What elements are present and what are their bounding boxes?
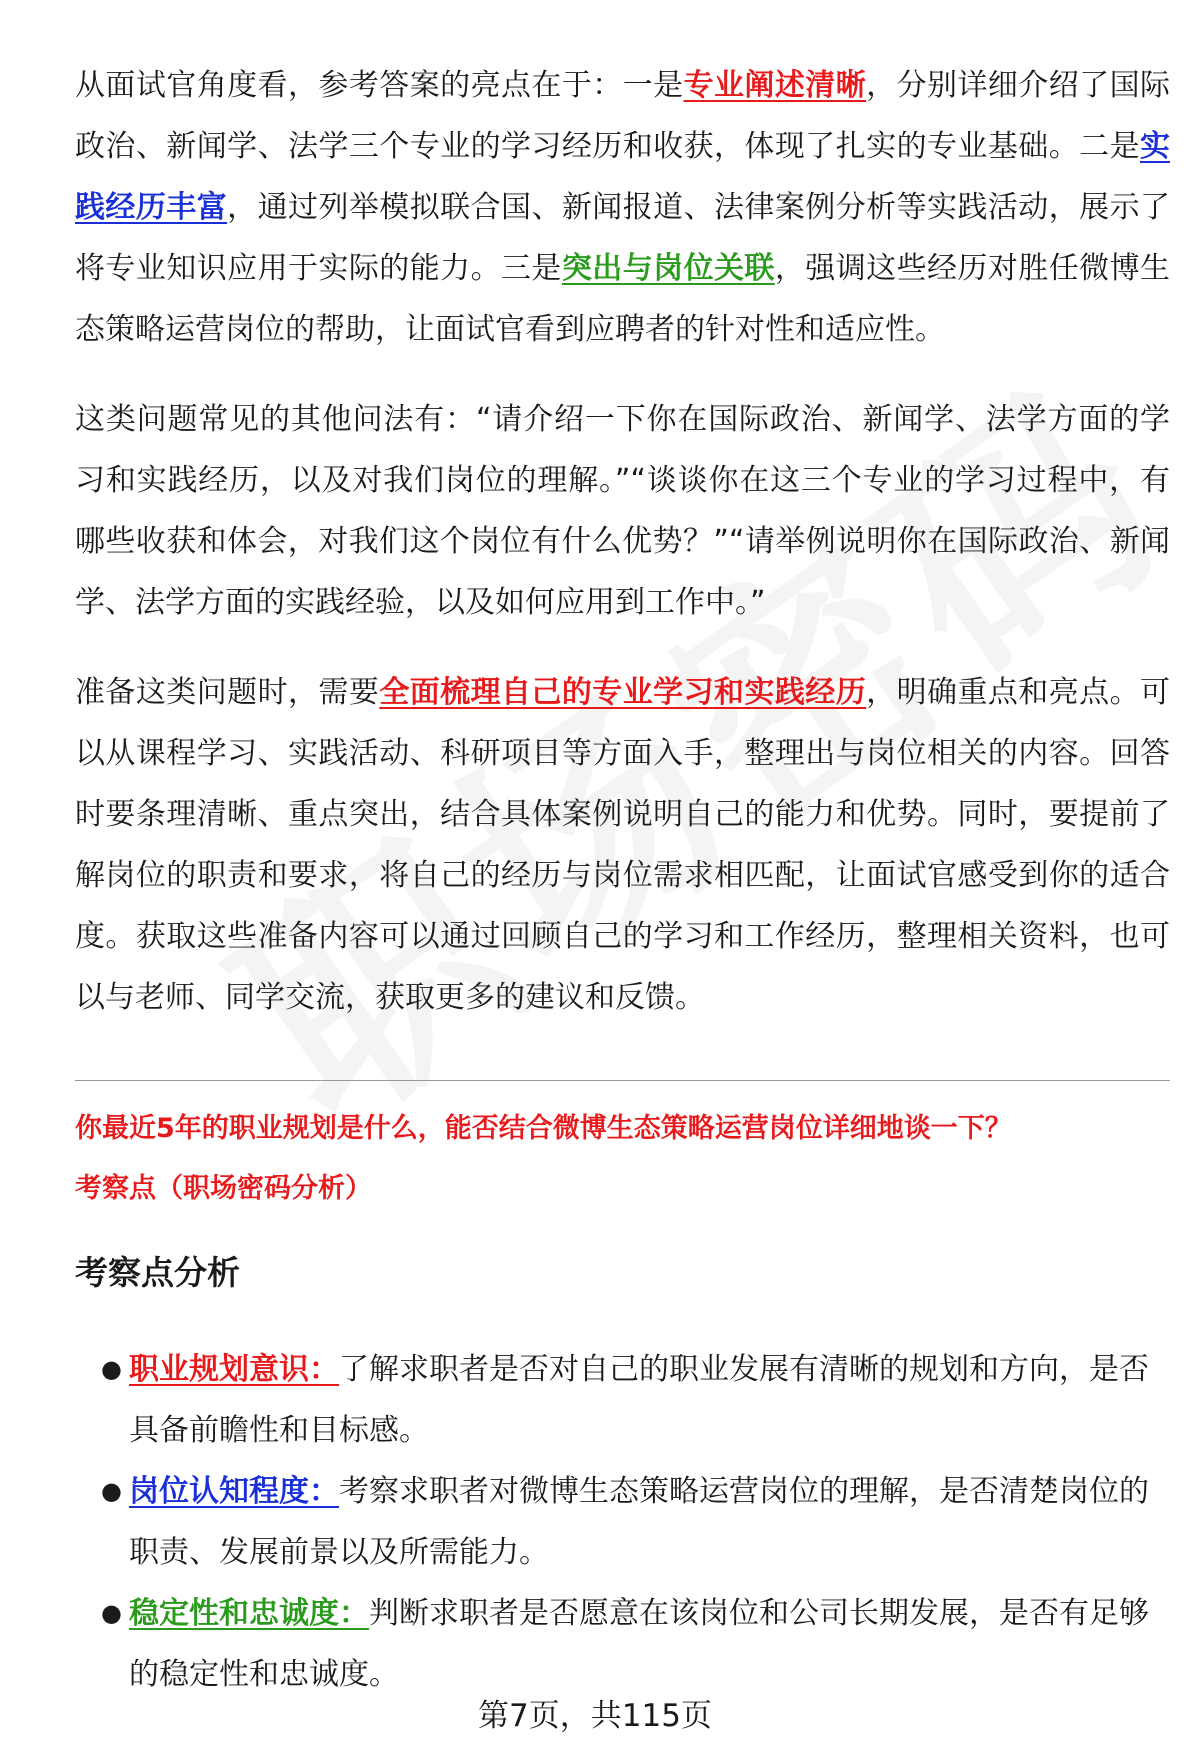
- paragraph-text: 准备这类问题时，需要: [75, 675, 380, 710]
- paragraph-highlights: [75, 55, 1170, 360]
- point-text: 考察求职者对微博生态策略运营岗位的理解，是否清楚岗位的职责、发展前景以及所需能力。: [129, 1474, 1149, 1570]
- highlight-professional-clarity: 专业阐述清晰: [683, 68, 867, 103]
- bullet-icon: ●: [101, 1477, 122, 1505]
- point-label: 岗位认知程度：: [129, 1474, 339, 1509]
- list-item: [101, 1339, 1170, 1461]
- paragraph-text: 从面试官角度看，参考答案的亮点在于：一是: [75, 68, 684, 103]
- point-label: 稳定性和忠诚度：: [129, 1596, 369, 1631]
- paragraph-text: ，分别详细介绍了国际政治、新闻学、法学三个专业的学习经历和收获，体现了扎实的专业基础。二是: [75, 68, 1171, 164]
- highlight-rich-practice: 实践经历丰富: [75, 129, 1170, 225]
- paragraph-alternative-questions: 这类问题常见的其他问法有：“请介绍一下你在国际政治、新闻学、法学方面的学习和实践经历，以及对我们岗位的理解。”“谈谈你在这三个专业的学习过程中，有哪些收获和体会，对我们这个岗位有什么优势？”“请举例说明你在国际政治、新闻学、法学方面的实践经验，以及如何应用到工作中。”: [75, 402, 1170, 620]
- question-subheading: 考察点（职场密码分析）: [75, 1173, 372, 1204]
- paragraph-text: ，明确重点和亮点。可以从课程学习、实践活动、科研项目等方面入手，整理出与岗位相关的内容。回答时要条理清晰、重点突出，结合具体案例说明自己的能力和优势。同时，要提前了解岗位的职责和要求，将自己的经历与岗位需求相匹配，让面试官感受到你的适合度。获取这些准备内容可以通过回顾自己的学习和工作经历，整理相关资料，也可以与老师、同学交流，获取更多的建议和反馈。: [75, 675, 1171, 1015]
- highlight-review-experience: 全面梳理自己的专业学习和实践经历: [379, 675, 867, 710]
- paragraph-preparation: [75, 662, 1170, 1028]
- point-label: 职业规划意识：: [129, 1352, 339, 1387]
- point-text: 判断求职者是否愿意在该岗位和公司长期发展，是否有足够的稳定性和忠诚度。: [129, 1596, 1149, 1692]
- page-content: [75, 55, 1170, 1705]
- section-divider: [75, 1080, 1170, 1081]
- paragraph-text: ，强调这些经历对胜任微博生态策略运营岗位的帮助，让面试官看到应聘者的针对性和适应性。: [75, 251, 1171, 347]
- interview-question: 你最近5年的职业规划是什么，能否结合微博生态策略运营岗位详细地谈一下？: [75, 1113, 1012, 1144]
- section-title: 考察点分析: [75, 1253, 240, 1292]
- page-number: 第7页，共115页: [478, 1698, 712, 1734]
- list-item: [101, 1461, 1170, 1583]
- list-item: [101, 1583, 1170, 1705]
- paragraph-text: ，通过列举模拟联合国、新闻报道、法律案例分析等实践活动，展示了将专业知识应用于实际的能力。三是: [75, 190, 1171, 286]
- point-text: 了解求职者是否对自己的职业发展有清晰的规划和方向，是否具备前瞻性和目标感。: [129, 1352, 1149, 1448]
- bullet-icon: ●: [101, 1355, 122, 1383]
- highlight-job-relevance: 突出与岗位关联: [561, 251, 775, 286]
- analysis-point-list: [75, 1339, 1170, 1705]
- bullet-icon: ●: [101, 1599, 122, 1627]
